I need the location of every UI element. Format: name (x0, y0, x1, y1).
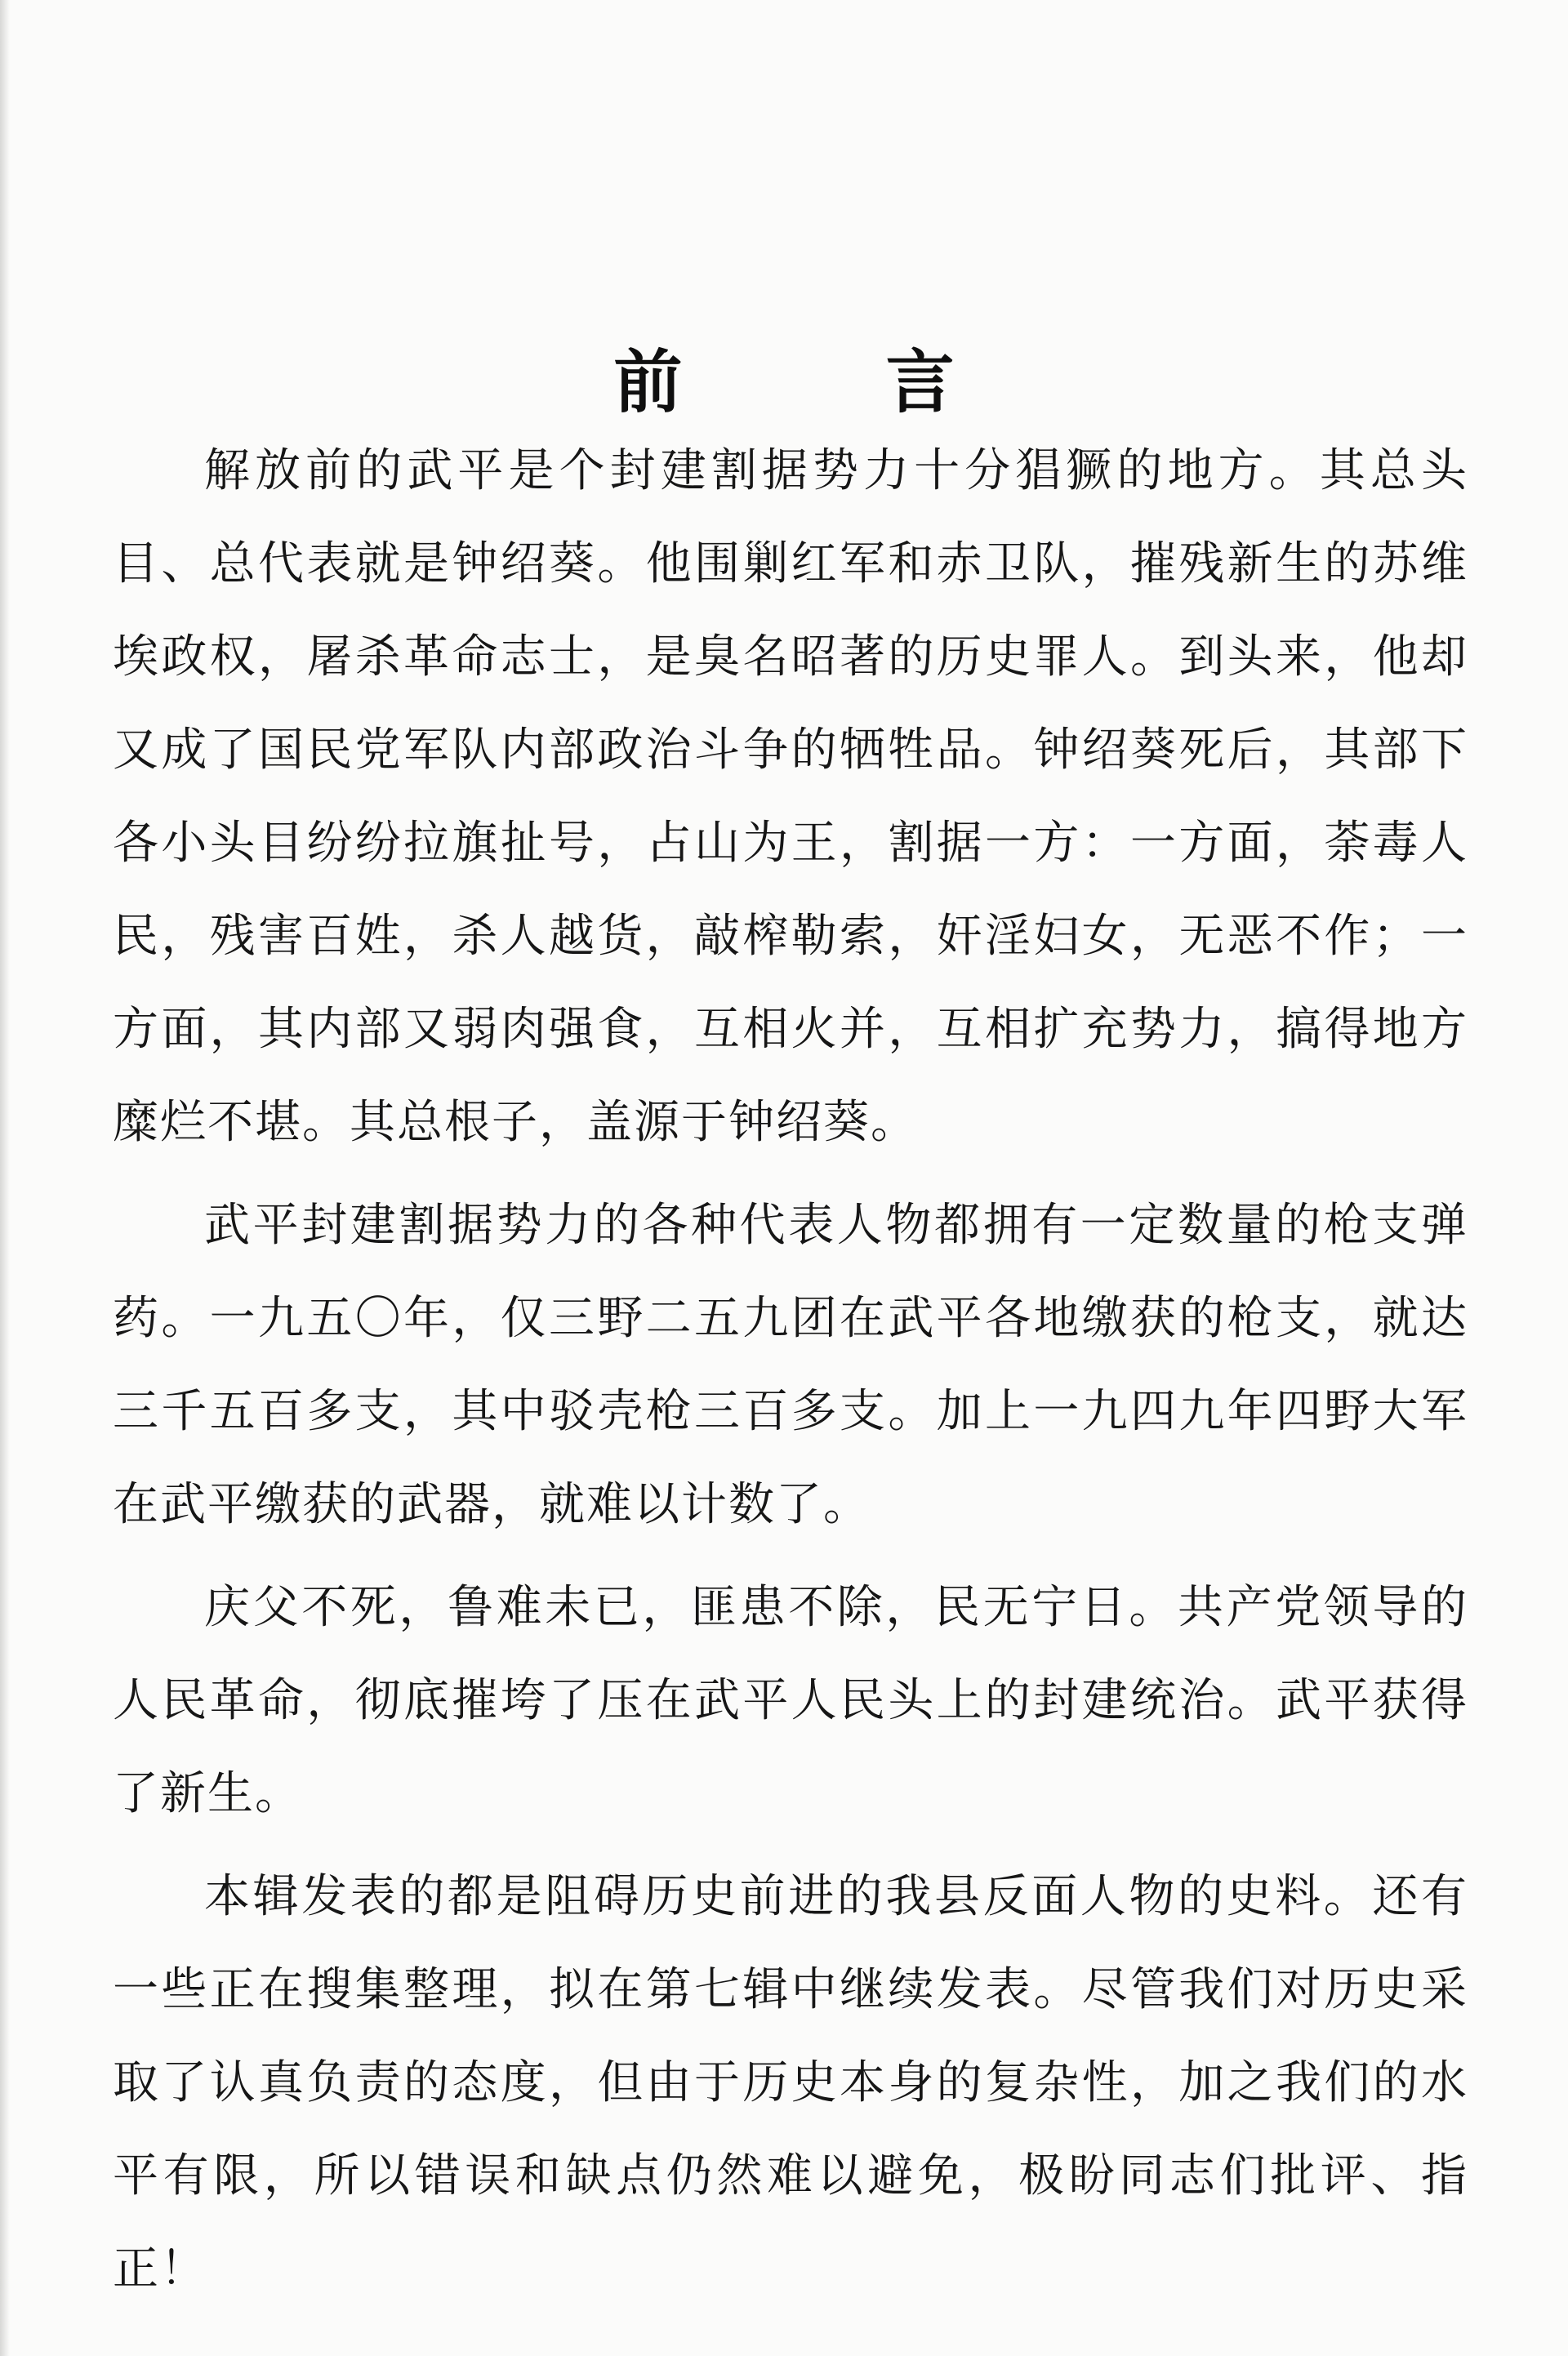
paragraph-4: 本辑发表的都是阻碍历史前进的我县反面人物的史料。还有一些正在搜集整理，拟在第七辑中继续发表。尽管我们对历史采取了认真负责的态度，但由于历史本身的复杂性，加之我们的水平有限，所以错误和缺点仍然难以避免，极盼同志们批评、指正！ (113, 1870, 1468, 2296)
paragraph-1: 解放前的武平是个封建割据势力十分猖獗的地方。其总头目、总代表就是钟绍葵。他围剿红军和赤卫队，摧残新生的苏维埃政权，屠杀革命志士，是臭名昭著的历史罪人。到头来，他却又成了国民党军队内部政治斗争的牺牲品。钟绍葵死后，其部下各小头目纷纷拉旗扯号，占山为王，割据一方：一方面，荼毒人民，残害百姓，杀人越货，敲榨勒索，奸淫妇女，无恶不作；一方面，其内部又弱肉强食，互相火并，互相扩充势力，搞得地方糜烂不堪。其总根子，盖源于钟绍葵。 (113, 444, 1468, 1149)
paragraph-3: 庆父不死，鲁难未已，匪患不除，民无宁日。共产党领导的人民革命，彻底摧垮了压在武平人民头上的封建统治。武平获得了新生。 (113, 1581, 1468, 1820)
preface-body (113, 425, 1468, 2316)
paragraph-2: 武平封建割据势力的各种代表人物都拥有一定数量的枪支弹药。一九五〇年，仅三野二五九团在武平各地缴获的枪支，就达三千五百多支，其中驳壳枪三百多支。加上一九四九年四野大军在武平缴获的武器，就难以计数了。 (113, 1199, 1468, 1531)
page-title: 前 言 (613, 342, 1045, 423)
